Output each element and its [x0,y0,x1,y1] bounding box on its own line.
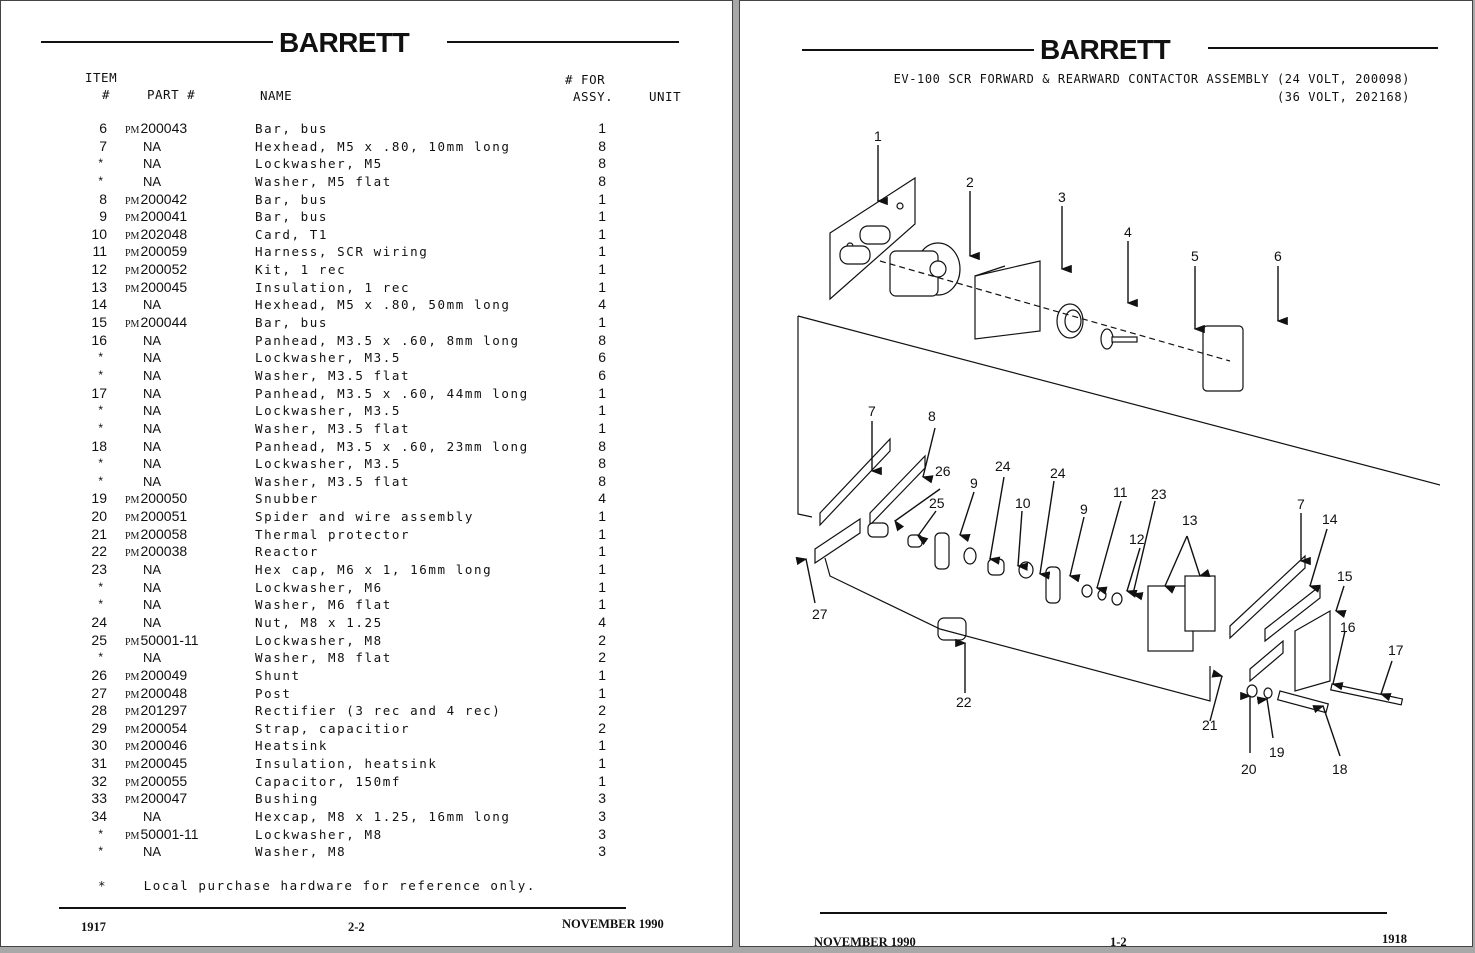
quantity: 6 [598,349,606,366]
callout-18: 18 [1332,761,1348,777]
part-name: Washer, M3.5 flat [255,473,411,489]
table-row [81,826,641,844]
quantity: 1 [598,225,606,242]
item-number: * [98,579,103,594]
callout-1: 1 [874,128,882,144]
item-number: 31 [91,755,107,772]
quantity: 1 [598,278,606,295]
part-name: Panhead, M3.5 x .60, 8mm long [255,332,520,348]
part-code: 200058 [140,525,188,542]
quantity: 1 [598,261,606,278]
header-rule-right [1208,47,1438,49]
quantity: 1 [598,578,606,595]
table-row [81,543,641,561]
callout-13: 13 [1182,512,1198,528]
part-name: Harness, SCR wiring [255,244,429,260]
footer-date: NOVEMBER 1990 [562,917,664,931]
quantity: 1 [598,666,606,683]
quantity: 3 [598,790,606,807]
callout-4: 4 [1124,224,1132,240]
part-prefix: PM [125,125,140,136]
table-row [81,120,641,138]
part-name: Washer, M8 [255,844,347,860]
part-code: NA [143,650,162,666]
item-number: * [98,420,103,435]
quantity: 8 [598,137,606,154]
table-row [81,367,641,385]
item-number: 16 [91,331,107,348]
part-name: Rectifier (3 rec and 4 rec) [255,703,502,719]
part-name: Kit, 1 rec [255,262,347,278]
table-row [81,596,641,614]
callout-15: 15 [1337,568,1353,584]
item-number: 34 [91,807,107,824]
item-number: 27 [91,684,107,701]
part-prefix: PM [125,689,140,701]
item-number: 13 [91,278,107,295]
part-code: 200042 [140,190,188,207]
header-item-line2: # [102,87,111,102]
part-name: Hexcap, M8 x 1.25, 16mm long [255,808,511,824]
table-row [81,790,641,808]
item-number: * [98,456,103,471]
item-number: 19 [91,490,107,507]
part-code: 200045 [140,755,188,772]
item-number: 18 [91,437,107,454]
part-prefix: PM [125,248,140,260]
assembly-subtitle: (36 VOLT, 202168) [1276,90,1410,104]
part-code: NA [143,579,162,595]
table-row [81,490,641,508]
part-prefix: PM [125,777,140,789]
part-name: Panhead, M3.5 x .60, 44mm long [255,385,529,401]
item-number: 6 [99,120,107,136]
item-number: 17 [91,384,107,401]
table-row [81,773,641,791]
callout-24b: 24 [1050,465,1066,481]
part-code: NA [143,597,162,613]
item-number: * [98,173,103,188]
callout-3: 3 [1058,189,1066,205]
table-row [81,243,641,261]
part-name: Washer, M3.5 flat [255,420,411,436]
callout-11: 11 [1113,484,1128,500]
item-number: 28 [91,702,107,719]
parts-table [81,120,641,861]
part-prefix: PM [125,230,140,242]
callout-27: 27 [812,606,828,622]
item-number: * [98,473,103,488]
part-prefix: PM [125,319,140,331]
part-name: Washer, M6 flat [255,597,392,613]
table-row [81,138,641,156]
footer-rule [59,907,626,909]
part-code: NA [143,473,162,489]
quantity: 8 [598,331,606,348]
part-name: Reactor [255,544,319,560]
part-prefix: PM [125,213,140,225]
footer-page-number: 1-2 [1110,935,1127,947]
table-row [81,720,641,738]
part-name: Hexhead, M5 x .80, 10mm long [255,138,511,154]
header-for-line1: # FOR [565,72,606,87]
quantity: 8 [598,472,606,489]
part-name: Lockwasher, M5 [255,156,383,172]
table-row [81,208,641,226]
table-row [81,191,641,209]
quantity: 8 [598,172,606,189]
callout-17: 17 [1388,642,1404,658]
part-name: Strap, capacitior [255,720,411,736]
item-number: 8 [99,190,107,207]
assembly-title: EV-100 SCR FORWARD & REARWARD CONTACTOR ASSEMBLY (24 VOLT, 200098) [893,72,1410,86]
callout-22: 22 [956,694,972,710]
quantity: 1 [598,243,606,260]
item-number: * [98,597,103,612]
part-code: NA [143,844,162,860]
item-number: 15 [91,314,107,331]
exploded-view-diagram [790,121,1440,791]
quantity: 3 [598,843,606,860]
part-code: NA [143,403,162,419]
quantity: 1 [598,384,606,401]
callout-10: 10 [1015,495,1031,511]
item-number: 14 [91,296,107,313]
part-name: Lockwasher, M6 [255,579,383,595]
table-row [81,279,641,297]
table-row [81,579,641,597]
item-number: 24 [91,613,107,630]
part-code: 200049 [140,666,188,683]
part-code: 200038 [140,543,188,560]
part-code: NA [143,562,162,578]
callout-6: 6 [1274,248,1282,264]
part-code: 200043 [140,120,188,136]
quantity: 1 [598,772,606,789]
part-name: Shunt [255,667,301,683]
part-name: Washer, M8 flat [255,650,392,666]
callout-9a: 9 [970,475,978,491]
callout-19: 19 [1269,744,1285,760]
quantity: 1 [598,190,606,207]
part-prefix: PM [125,266,140,278]
callout-24a: 24 [995,458,1011,474]
part-prefix: PM [125,724,140,736]
table-row [81,808,641,826]
callout-7b: 7 [1297,496,1305,512]
part-prefix: PM [125,636,140,648]
callout-7: 7 [868,403,876,419]
table-row [81,614,641,632]
footer-page-code: 1918 [1382,932,1407,946]
part-code: 200046 [140,737,188,754]
part-name: Bushing [255,791,319,807]
parts-list-page [0,0,733,947]
part-name: Snubber [255,491,319,507]
table-row [81,173,641,191]
part-code: 200050 [140,490,188,507]
part-name: Heatsink [255,738,329,754]
item-number: * [98,650,103,665]
part-code: NA [143,808,162,824]
part-code: 200052 [140,261,188,278]
part-code: NA [143,332,162,348]
table-row [81,314,641,332]
table-row [81,155,641,173]
part-prefix: PM [125,195,140,207]
quantity: 4 [598,296,606,313]
quantity: 1 [598,561,606,578]
part-code: 200059 [140,243,188,260]
part-name: Hexhead, M5 x .80, 50mm long [255,297,511,313]
table-row [81,420,641,438]
quantity: 3 [598,825,606,842]
part-code: 200044 [140,314,188,331]
quantity: 1 [598,419,606,436]
item-number: 32 [91,772,107,789]
quantity: 8 [598,437,606,454]
callout-14: 14 [1322,511,1338,527]
quantity: 1 [598,525,606,542]
table-row [81,755,641,773]
part-code: 200045 [140,278,188,295]
table-row [81,649,641,667]
part-code: NA [143,350,162,366]
part-code: NA [143,385,162,401]
part-name: Thermal protector [255,526,411,542]
part-name: Card, T1 [255,226,329,242]
item-number: 20 [91,508,107,525]
part-prefix: PM [125,548,140,560]
part-code: 201297 [140,702,188,719]
part-name: Bar, bus [255,121,329,136]
part-code: 200047 [140,790,188,807]
quantity: 2 [598,631,606,648]
quantity: 1 [598,596,606,613]
part-code: NA [143,173,162,189]
quantity: 2 [598,649,606,666]
item-number: 10 [91,225,107,242]
table-row [81,226,641,244]
part-name: Capacitor, 150mf [255,773,402,789]
part-name: Bar, bus [255,191,329,207]
brand-logo: BARRETT [279,27,410,58]
diagram-page [739,0,1473,947]
table-row [81,473,641,491]
part-code: 50001-11 [140,825,199,842]
part-number [142,843,161,863]
item-number: 23 [91,561,107,578]
quantity: 2 [598,719,606,736]
part-prefix: PM [125,742,140,754]
quantity: 1 [598,314,606,331]
quantity: 4 [598,490,606,507]
header-for-line2: ASSY. [573,89,614,104]
part-code: 50001-11 [140,631,199,648]
table-row [81,561,641,579]
table-row [81,438,641,456]
table-row [81,455,641,473]
callout-9b: 9 [1080,501,1088,517]
callout-20: 20 [1241,761,1257,777]
table-row [81,843,641,861]
part-code: 200054 [140,719,188,736]
part-name: Post [255,685,292,701]
callout-2: 2 [966,174,974,190]
part-code: 202048 [140,225,188,242]
part-prefix: PM [125,530,140,542]
item-number: 11 [92,243,107,260]
quantity: 2 [598,702,606,719]
part-prefix: PM [125,283,140,295]
part-code: NA [143,456,162,472]
part-name: Lockwasher, M8 [255,632,383,648]
part-prefix: PM [125,830,140,842]
item-number: 33 [91,790,107,807]
brand-logo: BARRETT [1040,34,1171,65]
part-name: Nut, M8 x 1.25 [255,614,383,630]
quantity: 1 [598,684,606,701]
table-row [81,402,641,420]
part-code: NA [143,297,162,313]
item-number: * [98,403,103,418]
part-name: Panhead, M3.5 x .60, 23mm long [255,438,529,454]
part-name: Spider and wire assembly [255,509,475,525]
part-code: NA [143,156,162,172]
callout-25: 25 [929,495,945,511]
part-name: Washer, M3.5 flat [255,367,411,383]
item-number: 12 [91,261,107,278]
footer-date: NOVEMBER 1990 [814,935,916,947]
part-name: Bar, bus [255,209,329,225]
part-prefix: PM [125,513,140,525]
item-number: * [98,156,103,171]
footnote: * Local purchase hardware for reference only. [98,878,537,893]
item-number: 25 [91,631,107,648]
quantity: 1 [598,208,606,225]
footer-page-code: 1917 [81,920,106,934]
header-name: NAME [260,88,293,103]
table-row [81,508,641,526]
part-code: NA [143,138,162,154]
quantity: 3 [598,807,606,824]
part-code: NA [143,438,162,454]
callout-5: 5 [1191,248,1199,264]
header-rule-right [447,41,679,43]
table-row [81,737,641,755]
part-name: Lockwasher, M3.5 [255,456,402,472]
header-rule-left [802,49,1034,51]
quantity: 1 [598,508,606,525]
part-prefix: PM [125,671,140,683]
item-number: 22 [91,543,107,560]
header-unit: UNIT [649,89,682,104]
quantity: 4 [598,613,606,630]
header-part-number: PART # [147,87,196,102]
part-code: 200048 [140,684,188,701]
quantity: 1 [598,402,606,419]
callout-21: 21 [1202,717,1218,733]
footer-page-number: 2-2 [348,920,365,934]
table-row [81,296,641,314]
quantity: 8 [598,155,606,172]
quantity: 1 [598,120,606,136]
table-row [81,685,641,703]
table-row [81,667,641,685]
callout-16: 16 [1340,619,1356,635]
part-code: NA [143,420,162,436]
item-number: 7 [99,137,107,154]
part-name: Bar, bus [255,315,329,331]
footer-rule [820,912,1387,914]
part-code: 200051 [140,508,188,525]
part-prefix: PM [125,760,140,772]
item-number: * [98,844,103,859]
part-name: Washer, M5 flat [255,173,392,189]
table-row [81,385,641,403]
quantity: 8 [598,455,606,472]
part-name: Lockwasher, M3.5 [255,403,402,419]
part-prefix: PM [125,495,140,507]
item-number: 29 [91,719,107,736]
callout-8: 8 [928,408,936,424]
part-code: 200041 [140,208,188,225]
quantity: 1 [598,543,606,560]
item-number: 30 [91,737,107,754]
item-number: 21 [91,525,107,542]
quantity: 1 [598,755,606,772]
callout-23: 12 [1129,531,1145,547]
item-number: * [98,350,103,365]
callout-12: 23 [1151,486,1167,502]
part-prefix: PM [125,707,140,719]
callout-26: 26 [935,463,951,479]
item-number: 26 [91,666,107,683]
table-row [81,702,641,720]
table-row [81,332,641,350]
part-name: Insulation, heatsink [255,756,438,772]
part-name: Lockwasher, M3.5 [255,350,402,366]
item-number: * [98,367,103,382]
table-row [81,261,641,279]
part-code: 200055 [140,772,188,789]
table-row [81,526,641,544]
part-code: NA [143,367,162,383]
quantity: 1 [598,737,606,754]
quantity: 6 [598,366,606,383]
header-rule-left [41,41,273,43]
item-number: * [98,826,103,841]
item-number: 9 [99,208,107,225]
part-name: Insulation, 1 rec [255,279,411,295]
header-item-line1: ITEM [85,70,118,85]
part-code: NA [143,614,162,630]
part-prefix: PM [125,795,140,807]
table-row [81,632,641,650]
table-row [81,349,641,367]
part-name: Lockwasher, M8 [255,826,383,842]
part-name: Hex cap, M6 x 1, 16mm long [255,562,493,578]
